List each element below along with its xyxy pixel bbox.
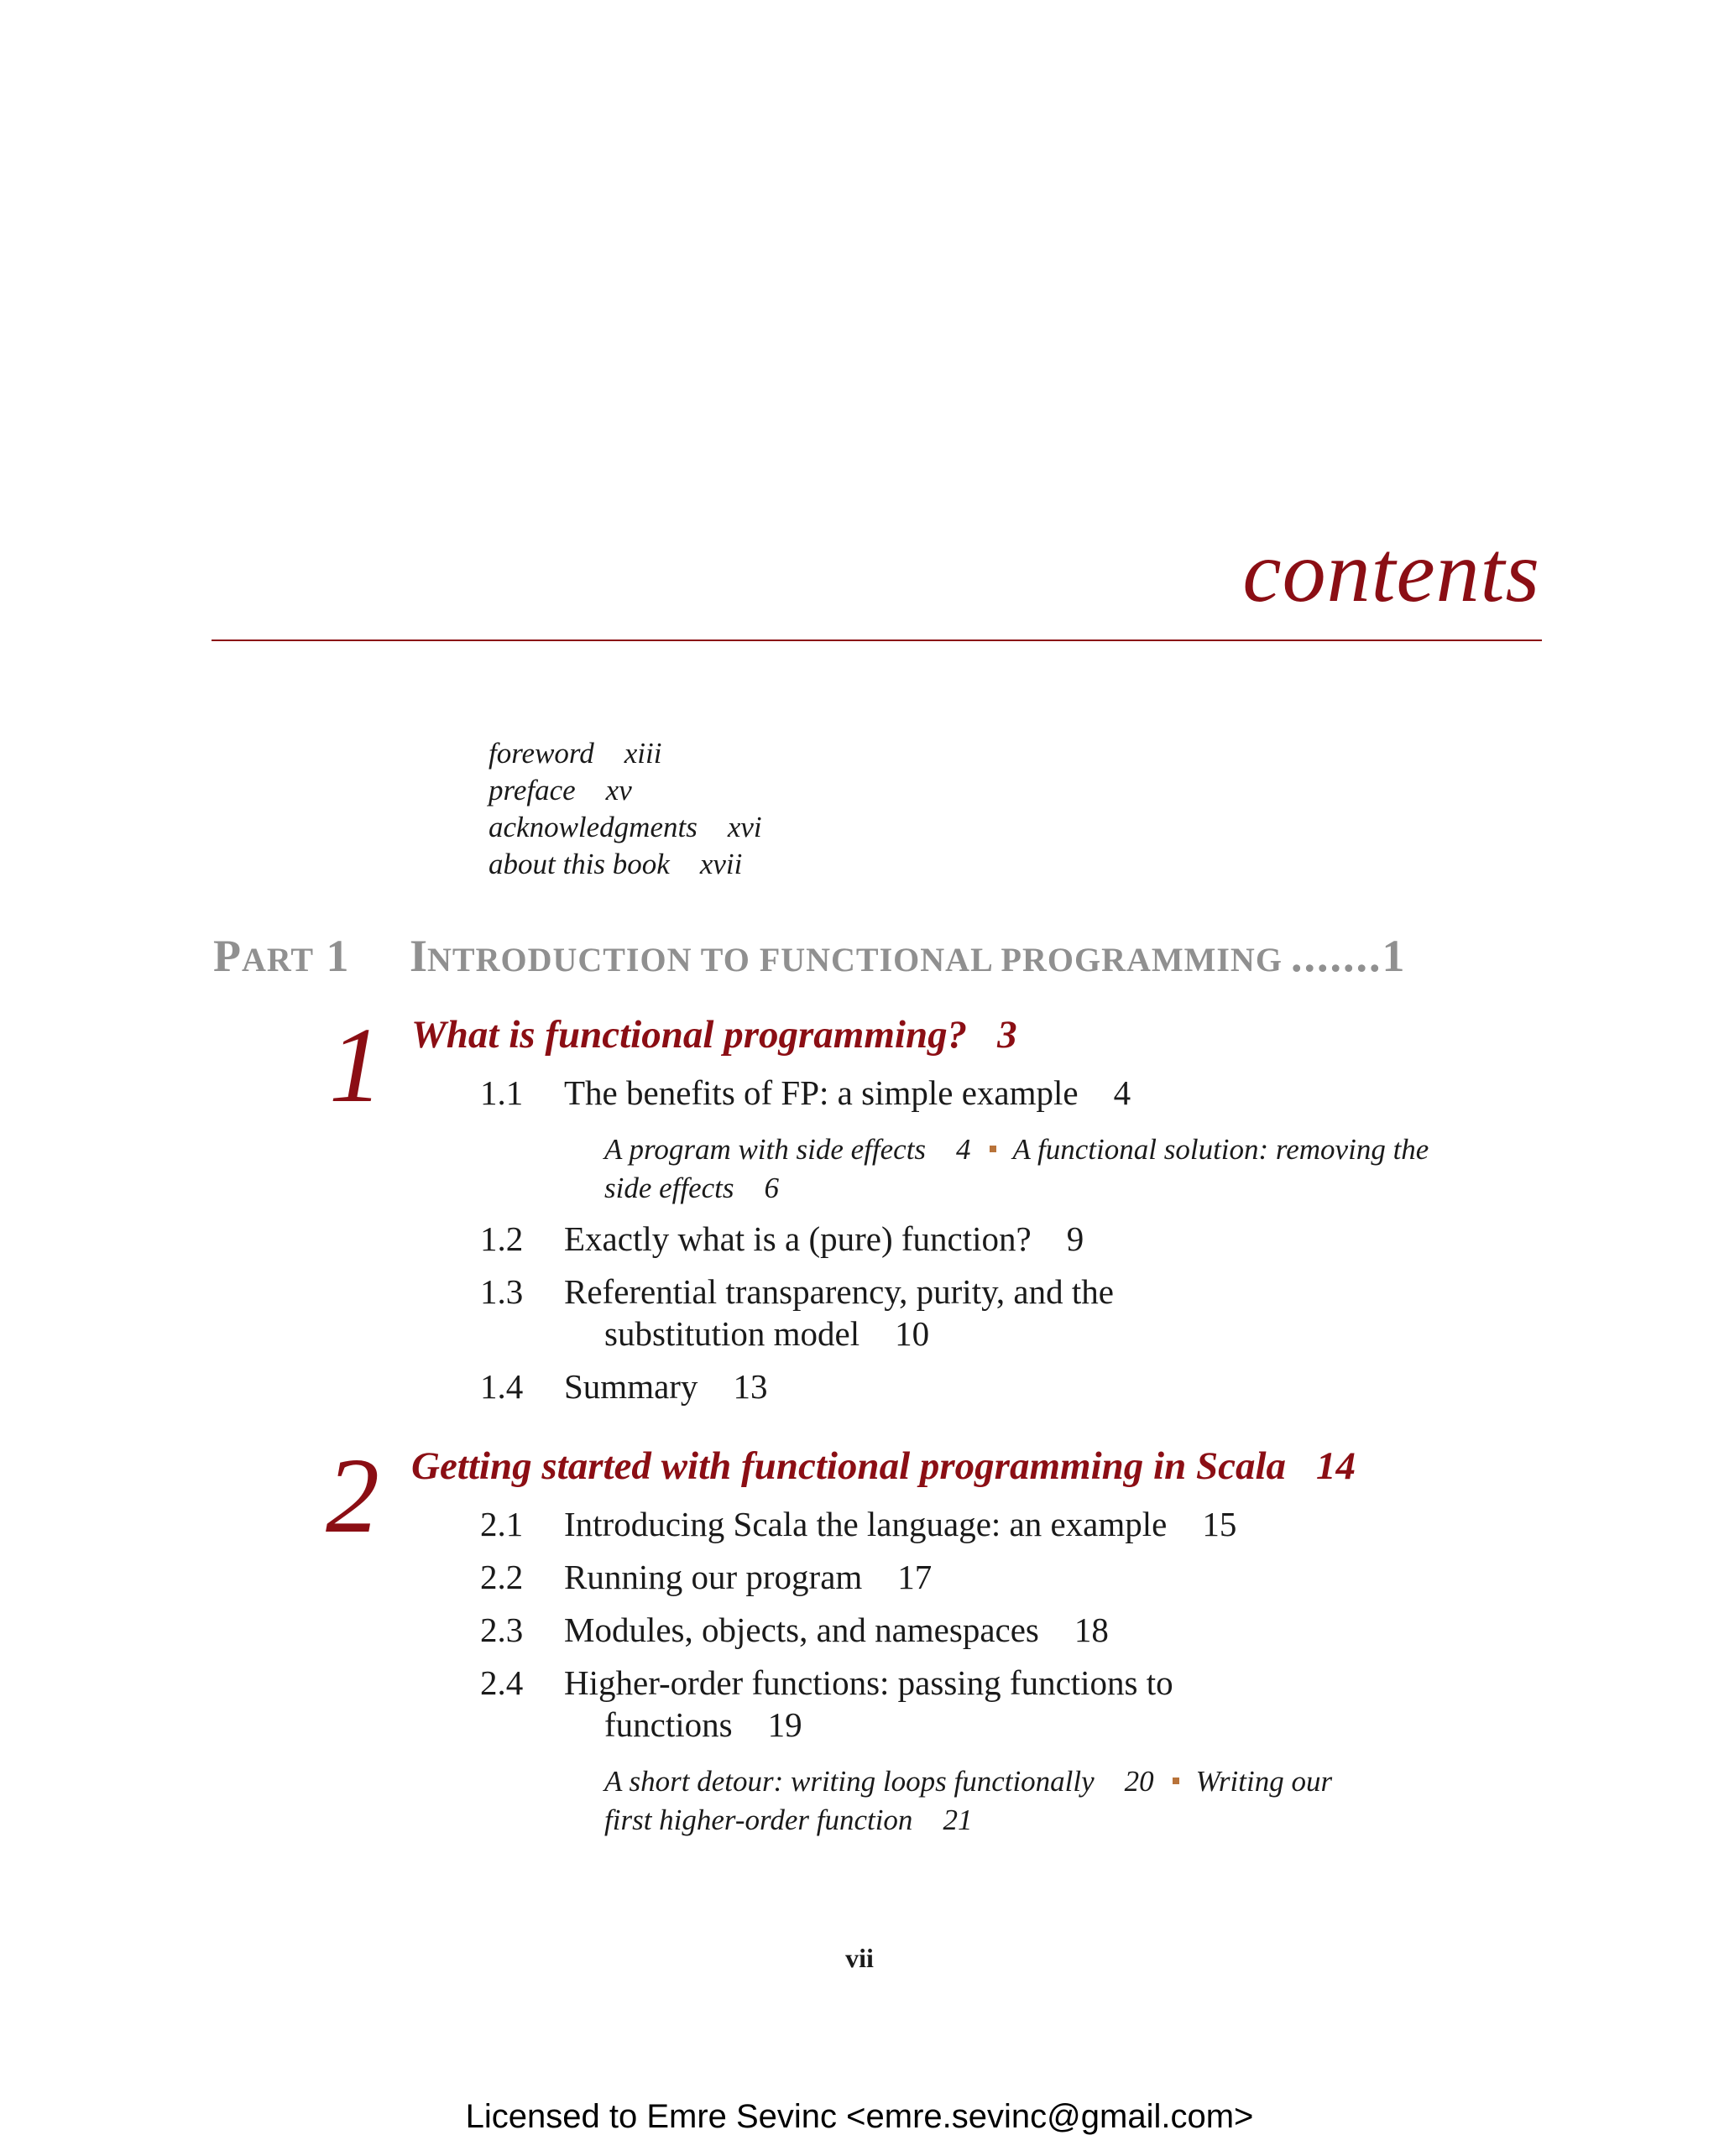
subsection-line-cont[interactable]: first higher-order function 21: [604, 1804, 973, 1836]
section-number: 2.4: [480, 1663, 524, 1702]
part-page: 1: [1382, 931, 1405, 981]
toc-entry-foreword[interactable]: [489, 737, 661, 770]
toc-entry-preface[interactable]: [489, 774, 632, 807]
part-title-text: INTRODUCTION TO FUNCTIONAL PROGRAMMING: [410, 931, 1283, 981]
section-title[interactable]: Introducing Scala the language: an example 15: [564, 1505, 1237, 1543]
chapter-title[interactable]: Getting started with functional programming in Scala 14: [411, 1444, 1356, 1488]
section-number: 1.2: [480, 1219, 524, 1258]
subsection-line[interactable]: A program with side effects 4 A functional solution: removing the: [604, 1133, 1429, 1166]
front-label: foreword: [489, 737, 594, 770]
bullet-icon: [990, 1146, 996, 1152]
section-title-cont[interactable]: substitution model 10: [604, 1314, 930, 1353]
section-number: 2.3: [480, 1610, 524, 1649]
part-leader: .......: [1290, 931, 1382, 981]
toc-entry-acknowledgments[interactable]: [489, 811, 762, 844]
section-number: 2.1: [480, 1505, 524, 1543]
front-page: xiii: [624, 737, 662, 770]
chapter-number: 2: [326, 1436, 379, 1555]
chapter-number: 1: [329, 1005, 383, 1125]
part-title[interactable]: [410, 930, 1538, 982]
section-number: 1.1: [480, 1073, 524, 1112]
section-title[interactable]: Referential transparency, purity, and the: [564, 1272, 1114, 1311]
bullet-icon: [1173, 1778, 1179, 1784]
section-title[interactable]: Summary 13: [564, 1367, 768, 1406]
front-page: xvii: [699, 848, 743, 880]
chapter-title[interactable]: What is functional programming? 3: [411, 1013, 1017, 1057]
title-rule: [212, 639, 1542, 641]
section-title[interactable]: Running our program 17: [564, 1558, 933, 1596]
page-number: vii: [845, 1943, 874, 1973]
toc-entry-about-this-book[interactable]: [489, 848, 742, 881]
page-title: contents: [1242, 524, 1540, 620]
front-page: xv: [605, 774, 632, 807]
section-title-cont[interactable]: functions 19: [604, 1705, 802, 1744]
section-title[interactable]: Modules, objects, and namespaces 18: [564, 1610, 1109, 1649]
section-title[interactable]: The benefits of FP: a simple example 4: [564, 1073, 1131, 1112]
front-page: xvi: [727, 811, 762, 843]
part-label: PART 1: [213, 931, 350, 981]
subsection-line[interactable]: A short detour: writing loops functionally 20 Writing our: [604, 1765, 1333, 1798]
license-notice: Licensed to Emre Sevinc <emre.sevinc@gmail.com>: [465, 2098, 1254, 2135]
subsection-line-cont[interactable]: side effects 6: [604, 1172, 780, 1204]
section-number: 1.4: [480, 1367, 524, 1406]
front-label: preface: [489, 774, 576, 807]
section-number: 1.3: [480, 1272, 524, 1311]
section-title[interactable]: Exactly what is a (pure) function? 9: [564, 1219, 1084, 1258]
front-label: acknowledgments: [489, 811, 698, 843]
section-title[interactable]: Higher-order functions: passing functions to: [564, 1663, 1173, 1702]
front-label: about this book: [489, 848, 670, 880]
section-number: 2.2: [480, 1558, 524, 1596]
